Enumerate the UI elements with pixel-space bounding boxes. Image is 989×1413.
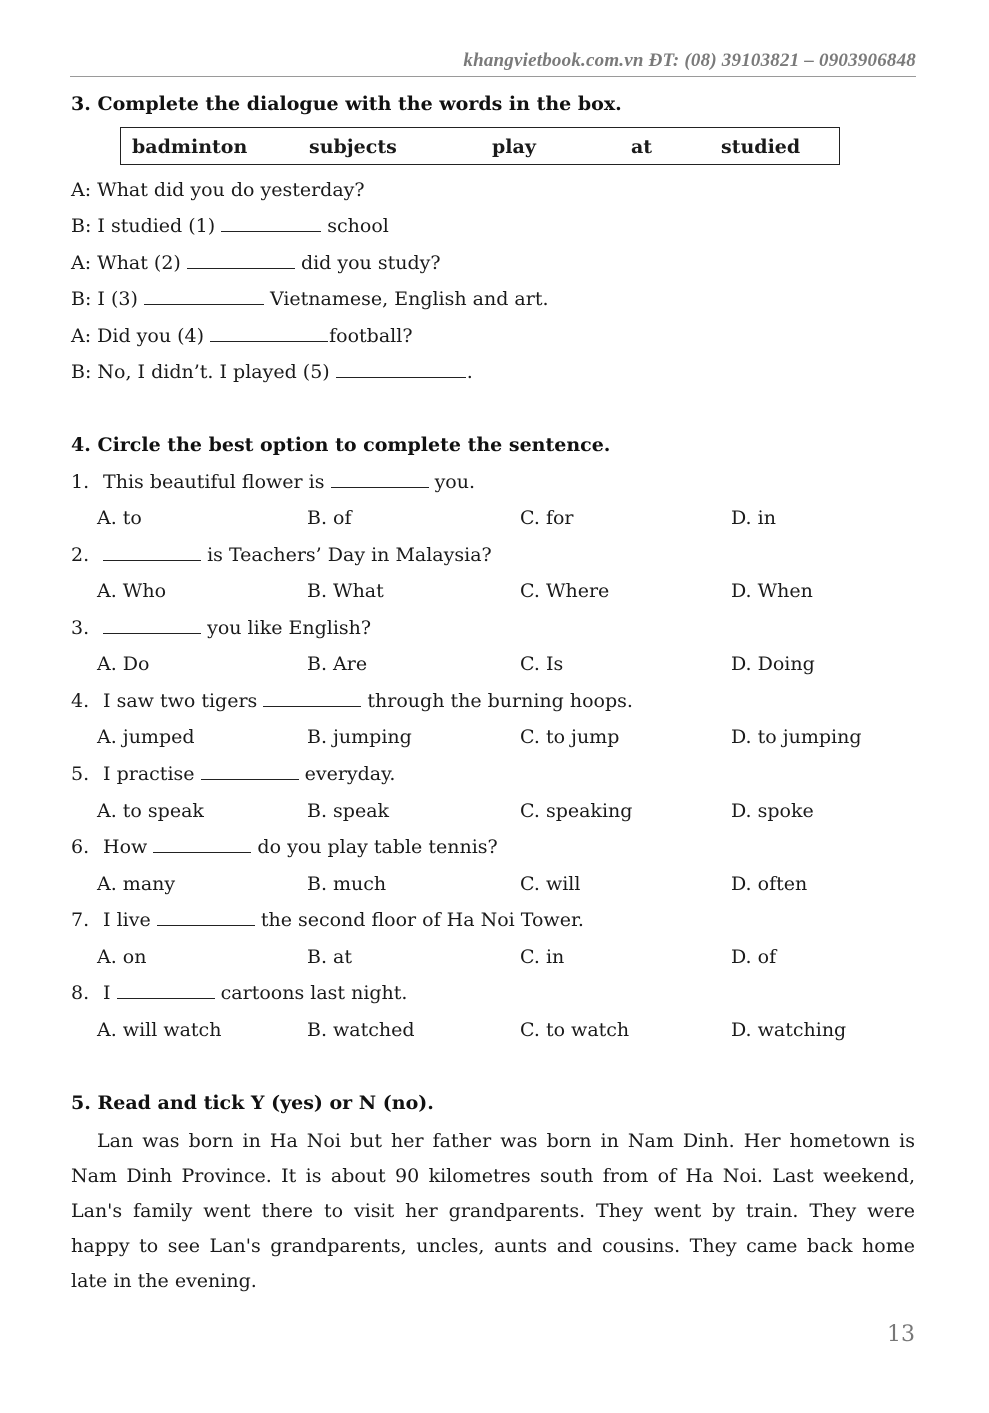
option-c[interactable]: C. speaking (520, 800, 633, 822)
option-b[interactable]: B. speak (307, 800, 390, 822)
dialogue-text: . (466, 361, 473, 383)
option-a[interactable]: A. on (97, 946, 147, 968)
option-a[interactable]: A. Who (97, 580, 167, 602)
question (71, 471, 475, 493)
option-a[interactable]: A. will watch (97, 1019, 222, 1041)
dialogue-text: school (327, 215, 389, 237)
option-d[interactable]: D. of (731, 946, 777, 968)
dialogue-text: Vietnamese, English and art. (269, 288, 549, 310)
option-d[interactable]: D. When (731, 580, 813, 602)
section-5-heading: 5. Read and tick Y (yes) or N (no). (71, 1092, 434, 1114)
option-c[interactable]: C. for (520, 507, 574, 529)
dialogue-text: A: Did you (4) (71, 325, 205, 347)
option-b[interactable]: B. much (307, 873, 387, 895)
option-b[interactable]: B. jumping (307, 726, 412, 748)
question (71, 909, 584, 931)
option-b[interactable]: B. What (307, 580, 384, 602)
word-box-item: badminton (132, 136, 248, 158)
option-a[interactable]: A. to speak (97, 800, 204, 822)
dialogue-line (71, 179, 365, 201)
option-b[interactable]: B. at (307, 946, 353, 968)
dialogue-text: B: I studied (1) (71, 215, 216, 237)
question-number: 4. (71, 690, 90, 712)
answer-blank[interactable] (201, 764, 299, 780)
question (71, 836, 498, 858)
question-number: 7. (71, 909, 90, 931)
question-text: the second floor of Ha Noi Tower. (260, 909, 584, 931)
question-number: 3. (71, 617, 90, 639)
question-text: I live (103, 909, 151, 931)
question-number: 8. (71, 982, 90, 1004)
question-number: 5. (71, 763, 90, 785)
dialogue-text: A: What did you do yesterday? (71, 179, 365, 201)
word-box-item: studied (721, 136, 801, 158)
question-number: 2. (71, 544, 90, 566)
dialogue-text: B: No, I didn’t. I played (5) (71, 361, 330, 383)
option-a[interactable]: A. jumped (97, 726, 195, 748)
question (71, 617, 371, 639)
dialogue-line (71, 215, 389, 237)
dialogue-line (71, 252, 441, 274)
question-text: you like English? (207, 617, 372, 639)
question-text: everyday. (304, 763, 396, 785)
answer-blank-3[interactable] (144, 289, 264, 305)
option-c[interactable]: C. Is (520, 653, 564, 675)
option-a[interactable]: A. to (97, 507, 142, 529)
answer-blank[interactable] (331, 472, 429, 488)
option-c[interactable]: C. in (520, 946, 565, 968)
option-a[interactable]: A. Do (97, 653, 150, 675)
question (71, 690, 633, 712)
question-text: do you play table tennis? (257, 836, 498, 858)
option-d[interactable]: D. in (731, 507, 776, 529)
option-b[interactable]: B. of (307, 507, 352, 529)
header-rule (70, 76, 916, 77)
question (71, 763, 395, 785)
answer-blank[interactable] (103, 545, 201, 561)
reading-passage: Lan was born in Ha Noi but her father was born in Nam Dinh. Her hometown is Nam Dinh Province. It is about 90 kilometres south from of Ha Noi. Last weekend, Lan's family went there to visit her grandparents. They went by train. They were happy to see Lan's grandparents, uncles, aunts and cousins. They came back home late in the evening. (71, 1130, 915, 1292)
option-a[interactable]: A. many (97, 873, 176, 895)
answer-blank-4[interactable] (210, 326, 328, 342)
word-box-item: play (492, 136, 536, 158)
option-c[interactable]: C. to watch (520, 1019, 630, 1041)
dialogue-text: A: What (2) (71, 252, 181, 274)
section-4-heading: 4. Circle the best option to complete the sentence. (71, 434, 611, 456)
dialogue-line (71, 325, 413, 347)
word-box (120, 127, 840, 165)
question-text: How (103, 836, 148, 858)
question-number: 1. (71, 471, 90, 493)
question-text: through the burning hoops. (367, 690, 633, 712)
answer-blank-2[interactable] (187, 253, 295, 269)
option-b[interactable]: B. watched (307, 1019, 415, 1041)
option-b[interactable]: B. Are (307, 653, 368, 675)
question-text: cartoons last night. (220, 982, 408, 1004)
option-d[interactable]: D. to jumping (731, 726, 862, 748)
option-d[interactable]: D. watching (731, 1019, 847, 1041)
question (71, 544, 492, 566)
answer-blank[interactable] (117, 983, 215, 999)
answer-blank-1[interactable] (221, 216, 321, 232)
option-c[interactable]: C. Where (520, 580, 610, 602)
page-number: 13 (887, 1322, 915, 1347)
question-text: This beautiful flower is (103, 471, 325, 493)
answer-blank[interactable] (157, 910, 255, 926)
question-number: 6. (71, 836, 90, 858)
option-d[interactable]: D. Doing (731, 653, 815, 675)
word-box-item: at (631, 136, 653, 158)
question-text: you. (434, 471, 476, 493)
dialogue-text: B: I (3) (71, 288, 138, 310)
answer-blank-5[interactable] (336, 362, 466, 378)
answer-blank[interactable] (103, 618, 201, 634)
question-text: I practise (103, 763, 195, 785)
dialogue-line (71, 361, 473, 383)
page-header: khangvietbook.com.vn ĐT: (08) 39103821 – 0903906848 (463, 50, 916, 71)
section-3-heading: 3. Complete the dialogue with the words in the box. (71, 93, 622, 115)
option-c[interactable]: C. will (520, 873, 581, 895)
question (71, 982, 407, 1004)
option-d[interactable]: D. spoke (731, 800, 814, 822)
question-text: I saw two tigers (103, 690, 258, 712)
dialogue-text: did you study? (300, 252, 441, 274)
question-text: I (103, 982, 111, 1004)
option-c[interactable]: C. to jump (520, 726, 620, 748)
dialogue-line (71, 288, 549, 310)
answer-blank[interactable] (153, 837, 251, 853)
answer-blank[interactable] (263, 691, 361, 707)
dialogue-text: football? (329, 325, 413, 347)
question-text: is Teachers’ Day in Malaysia? (207, 544, 492, 566)
option-d[interactable]: D. often (731, 873, 808, 895)
word-box-item: subjects (309, 136, 397, 158)
